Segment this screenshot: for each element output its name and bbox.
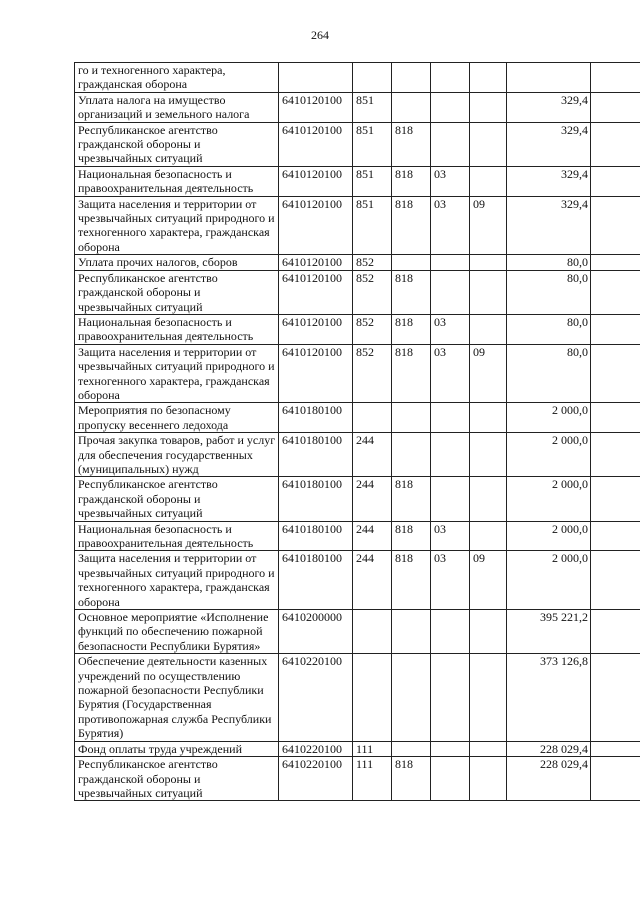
row-csr-cell: 6410200000 <box>279 610 353 654</box>
row-empty-cell <box>591 270 640 314</box>
row-vr-cell: 244 <box>353 521 392 551</box>
row-rz-cell <box>431 270 470 314</box>
row-vr-cell: 111 <box>353 741 392 756</box>
row-sum-cell: 329,4 <box>507 92 591 122</box>
row-rz-cell <box>431 610 470 654</box>
row-grbs-cell: 818 <box>392 166 431 196</box>
row-grbs-cell <box>392 403 431 433</box>
row-grbs-cell <box>392 610 431 654</box>
table-body <box>75 63 640 801</box>
row-pr-cell <box>470 314 507 344</box>
row-name-cell: Защита населения и территории от чрезвычайных ситуаций природного и техногенного характера, гражданская оборона <box>75 196 279 255</box>
row-pr-cell <box>470 654 507 741</box>
row-empty-cell <box>591 166 640 196</box>
row-name-cell: го и техногенного характера, гражданская оборона <box>75 63 279 93</box>
row-csr-cell: 6410120100 <box>279 196 353 255</box>
row-grbs-cell: 818 <box>392 270 431 314</box>
table-row <box>75 757 640 801</box>
row-grbs-cell: 818 <box>392 477 431 521</box>
row-empty-cell <box>591 344 640 403</box>
row-pr-cell <box>470 166 507 196</box>
row-grbs-cell <box>392 92 431 122</box>
table-row <box>75 521 640 551</box>
table-row <box>75 122 640 166</box>
row-vr-cell: 852 <box>353 314 392 344</box>
row-pr-cell <box>470 757 507 801</box>
row-rz-cell: 03 <box>431 196 470 255</box>
row-vr-cell: 244 <box>353 551 392 610</box>
row-grbs-cell: 818 <box>392 521 431 551</box>
row-sum-cell: 2 000,0 <box>507 477 591 521</box>
row-grbs-cell: 818 <box>392 196 431 255</box>
row-csr-cell: 6410180100 <box>279 477 353 521</box>
row-name-cell: Обеспечение деятельности казенных учреждений по осуществлению пожарной безопасности Республики Бурятия (Государственная противопожарная служба Республики Бурятия) <box>75 654 279 741</box>
row-pr-cell <box>470 63 507 93</box>
row-empty-cell <box>591 757 640 801</box>
table-row <box>75 344 640 403</box>
row-rz-cell <box>431 741 470 756</box>
row-pr-cell <box>470 403 507 433</box>
row-sum-cell: 80,0 <box>507 270 591 314</box>
row-pr-cell <box>470 122 507 166</box>
row-grbs-cell <box>392 654 431 741</box>
row-rz-cell <box>431 433 470 477</box>
row-pr-cell <box>470 741 507 756</box>
row-empty-cell <box>591 433 640 477</box>
row-csr-cell: 6410120100 <box>279 255 353 270</box>
row-vr-cell: 851 <box>353 166 392 196</box>
page-number: 264 <box>311 28 329 42</box>
row-csr-cell: 6410220100 <box>279 654 353 741</box>
row-rz-cell: 03 <box>431 521 470 551</box>
row-sum-cell: 2 000,0 <box>507 433 591 477</box>
row-vr-cell: 852 <box>353 270 392 314</box>
row-vr-cell: 111 <box>353 757 392 801</box>
row-empty-cell <box>591 122 640 166</box>
row-grbs-cell: 818 <box>392 551 431 610</box>
row-name-cell: Фонд оплаты труда учреждений <box>75 741 279 756</box>
row-sum-cell: 395 221,2 <box>507 610 591 654</box>
table-row <box>75 403 640 433</box>
row-sum-cell: 329,4 <box>507 196 591 255</box>
row-csr-cell: 6410180100 <box>279 403 353 433</box>
row-name-cell: Мероприятия по безопасному пропуску весеннего ледохода <box>75 403 279 433</box>
row-csr-cell: 6410180100 <box>279 521 353 551</box>
row-vr-cell: 851 <box>353 122 392 166</box>
row-pr-cell <box>470 255 507 270</box>
row-vr-cell: 244 <box>353 477 392 521</box>
row-rz-cell <box>431 757 470 801</box>
table-row <box>75 166 640 196</box>
row-csr-cell: 6410120100 <box>279 344 353 403</box>
table-row <box>75 610 640 654</box>
row-rz-cell <box>431 255 470 270</box>
table-row <box>75 63 640 93</box>
row-csr-cell: 6410220100 <box>279 741 353 756</box>
row-pr-cell: 09 <box>470 344 507 403</box>
row-empty-cell <box>591 255 640 270</box>
table-row <box>75 551 640 610</box>
row-name-cell: Защита населения и территории от чрезвычайных ситуаций природного и техногенного характера, гражданская оборона <box>75 344 279 403</box>
row-csr-cell: 6410120100 <box>279 166 353 196</box>
row-vr-cell: 851 <box>353 92 392 122</box>
row-csr-cell: 6410180100 <box>279 433 353 477</box>
row-vr-cell: 852 <box>353 255 392 270</box>
row-empty-cell <box>591 610 640 654</box>
row-sum-cell: 2 000,0 <box>507 403 591 433</box>
table-row <box>75 654 640 741</box>
row-empty-cell <box>591 63 640 93</box>
row-empty-cell <box>591 314 640 344</box>
table-row <box>75 433 640 477</box>
row-vr-cell: 852 <box>353 344 392 403</box>
table-row <box>75 741 640 756</box>
row-rz-cell <box>431 63 470 93</box>
row-grbs-cell: 818 <box>392 757 431 801</box>
row-pr-cell <box>470 521 507 551</box>
row-rz-cell <box>431 122 470 166</box>
row-grbs-cell <box>392 433 431 477</box>
row-pr-cell <box>470 92 507 122</box>
row-csr-cell: 6410120100 <box>279 314 353 344</box>
row-csr-cell: 6410180100 <box>279 551 353 610</box>
row-pr-cell <box>470 433 507 477</box>
row-sum-cell: 2 000,0 <box>507 521 591 551</box>
row-grbs-cell: 818 <box>392 122 431 166</box>
row-pr-cell <box>470 477 507 521</box>
row-rz-cell: 03 <box>431 314 470 344</box>
row-pr-cell <box>470 610 507 654</box>
row-name-cell: Национальная безопасность и правоохранительная деятельность <box>75 314 279 344</box>
row-rz-cell <box>431 92 470 122</box>
table-row <box>75 255 640 270</box>
table-row <box>75 196 640 255</box>
row-rz-cell <box>431 403 470 433</box>
row-sum-cell: 228 029,4 <box>507 741 591 756</box>
budget-table <box>74 62 640 801</box>
row-sum-cell <box>507 63 591 93</box>
row-name-cell: Республиканское агентство гражданской обороны и чрезвычайных ситуаций <box>75 270 279 314</box>
row-csr-cell: 6410220100 <box>279 757 353 801</box>
row-pr-cell <box>470 270 507 314</box>
row-sum-cell: 2 000,0 <box>507 551 591 610</box>
row-grbs-cell <box>392 741 431 756</box>
row-vr-cell <box>353 654 392 741</box>
row-empty-cell <box>591 477 640 521</box>
row-pr-cell: 09 <box>470 196 507 255</box>
row-vr-cell <box>353 403 392 433</box>
row-name-cell: Прочая закупка товаров, работ и услуг для обеспечения государственных (муниципальных) нужд <box>75 433 279 477</box>
table-row <box>75 92 640 122</box>
row-sum-cell: 80,0 <box>507 314 591 344</box>
row-empty-cell <box>591 403 640 433</box>
row-empty-cell <box>591 654 640 741</box>
row-sum-cell: 329,4 <box>507 122 591 166</box>
row-sum-cell: 80,0 <box>507 344 591 403</box>
table-row <box>75 477 640 521</box>
row-empty-cell <box>591 196 640 255</box>
row-sum-cell: 80,0 <box>507 255 591 270</box>
row-name-cell: Республиканское агентство гражданской обороны и чрезвычайных ситуаций <box>75 757 279 801</box>
row-name-cell: Республиканское агентство гражданской обороны и чрезвычайных ситуаций <box>75 477 279 521</box>
row-empty-cell <box>591 92 640 122</box>
row-empty-cell <box>591 521 640 551</box>
row-name-cell: Национальная безопасность и правоохранительная деятельность <box>75 521 279 551</box>
row-vr-cell <box>353 63 392 93</box>
table-row <box>75 270 640 314</box>
row-vr-cell: 851 <box>353 196 392 255</box>
row-rz-cell: 03 <box>431 166 470 196</box>
row-rz-cell <box>431 477 470 521</box>
row-csr-cell: 6410120100 <box>279 92 353 122</box>
row-rz-cell: 03 <box>431 344 470 403</box>
row-vr-cell <box>353 610 392 654</box>
row-empty-cell <box>591 741 640 756</box>
row-empty-cell <box>591 551 640 610</box>
row-csr-cell <box>279 63 353 93</box>
row-csr-cell: 6410120100 <box>279 270 353 314</box>
row-sum-cell: 228 029,4 <box>507 757 591 801</box>
row-name-cell: Уплата налога на имущество организаций и земельного налога <box>75 92 279 122</box>
row-vr-cell: 244 <box>353 433 392 477</box>
row-name-cell: Основное мероприятие «Исполнение функций по обеспечению пожарной безопасности Республики Бурятия» <box>75 610 279 654</box>
row-name-cell: Уплата прочих налогов, сборов <box>75 255 279 270</box>
row-csr-cell: 6410120100 <box>279 122 353 166</box>
row-grbs-cell <box>392 255 431 270</box>
row-grbs-cell: 818 <box>392 314 431 344</box>
row-name-cell: Защита населения и территории от чрезвычайных ситуаций природного и техногенного характера, гражданская оборона <box>75 551 279 610</box>
row-rz-cell <box>431 654 470 741</box>
row-grbs-cell <box>392 63 431 93</box>
row-sum-cell: 329,4 <box>507 166 591 196</box>
row-sum-cell: 373 126,8 <box>507 654 591 741</box>
row-pr-cell: 09 <box>470 551 507 610</box>
row-name-cell: Национальная безопасность и правоохранительная деятельность <box>75 166 279 196</box>
row-rz-cell: 03 <box>431 551 470 610</box>
row-grbs-cell: 818 <box>392 344 431 403</box>
row-name-cell: Республиканское агентство гражданской обороны и чрезвычайных ситуаций <box>75 122 279 166</box>
table-row <box>75 314 640 344</box>
